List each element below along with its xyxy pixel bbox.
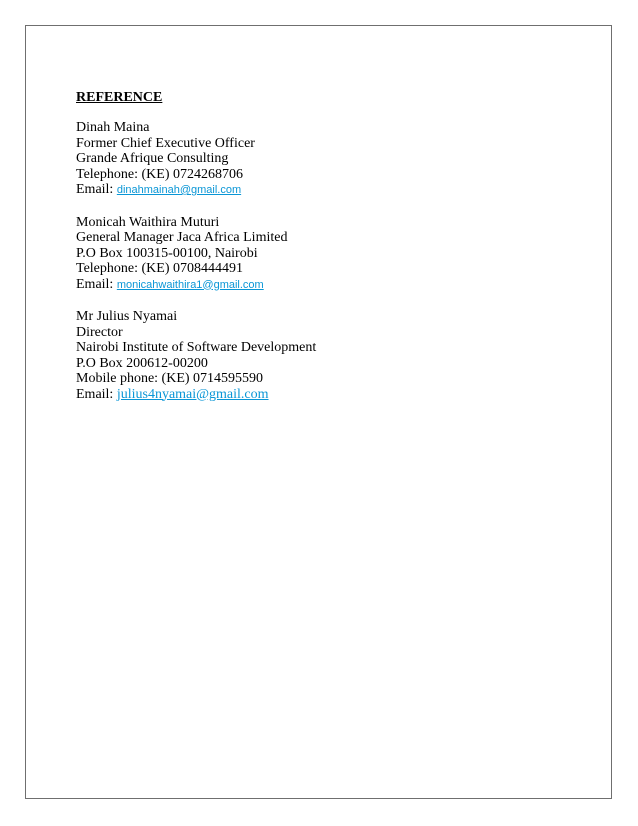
reference-email-line — [76, 387, 596, 403]
reference-title: Director — [76, 324, 123, 340]
email-link[interactable]: monicahwaithira1@gmail.com — [116, 278, 264, 291]
reference-title: Former Chief Executive Officer — [76, 135, 255, 151]
reference-entry-dinah-maina — [76, 120, 596, 199]
email-label: Email: — [76, 276, 117, 292]
reference-email-line — [76, 277, 596, 294]
reference-telephone: Telephone: (KE) 0708444491 — [76, 261, 243, 276]
reference-name: Mr Julius Nyamai — [76, 309, 178, 324]
reference-name: Monicah Waithira Muturi — [76, 214, 220, 230]
reference-mobile-phone: Mobile phone: (KE) 0714595590 — [76, 371, 264, 386]
reference-address: P.O Box 100315-00100, Nairobi — [76, 245, 258, 261]
reference-organization: Grande Afrique Consulting — [76, 151, 229, 166]
email-link[interactable]: julius4nyamai@gmail.com — [116, 386, 269, 402]
reference-telephone: Telephone: (KE) 0724268706 — [76, 166, 243, 182]
reference-heading: REFERENCE — [76, 90, 163, 105]
reference-title: General Manager Jaca Africa Limited — [76, 230, 288, 245]
reference-address: P.O Box 200612-00200 — [76, 355, 208, 371]
email-link[interactable]: dinahmainah@gmail.com — [116, 184, 242, 196]
email-label: Email: — [76, 386, 117, 402]
reference-email-line — [76, 182, 596, 199]
reference-entry-monicah-muturi — [76, 215, 596, 294]
document-body — [76, 90, 596, 418]
reference-organization: Nairobi Institute of Software Development — [76, 340, 317, 355]
reference-entry-julius-nyamai — [76, 309, 596, 402]
reference-name: Dinah Maina — [76, 120, 150, 135]
email-label: Email: — [76, 182, 117, 197]
